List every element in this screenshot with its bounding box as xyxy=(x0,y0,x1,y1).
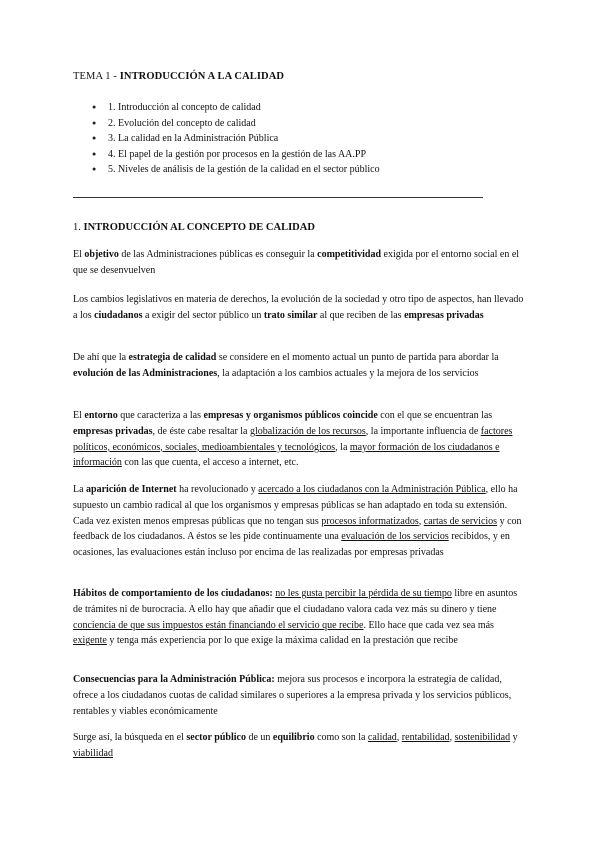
paragraph-cambios: Los cambios legislativos en materia de derechos, la evolución de la sociedad y otro tipo de aspectos, han llevado a los ciudadanos a exigir del sector público un trato similar al que reciben de las empresas privadas xyxy=(73,294,524,321)
toc-item: ● 4. El papel de la gestión por procesos en la gestión de las AA.PP xyxy=(92,147,380,163)
toc-item: ● 2. Evolución del concepto de calidad xyxy=(92,116,380,132)
section-heading xyxy=(73,221,315,235)
section-title: INTRODUCCIÓN AL CONCEPTO DE CALIDAD xyxy=(83,222,315,233)
divider-line xyxy=(73,197,483,198)
toc-item: ● 5. Niveles de análisis de la gestión de la calidad en el sector público xyxy=(92,162,380,178)
paragraph-entorno: El entorno que caracteriza a las empresas y organismos públicos coincide con el que se encuentran las empresas privadas, de éste cabe resaltar la globalización de los recursos, la importante influencia de factores políticos, económicos, sociales, medioambientales y tecnológicos, la mayor formación de los ciudadanos e información con las que cuenta, el acceso a internet, etc. xyxy=(73,410,513,469)
title-prefix: TEMA 1 - xyxy=(73,71,120,82)
toc-item: ● 1. Introducción al concepto de calidad xyxy=(92,100,380,116)
paragraph-estrategia: De ahí que la estrategia de calidad se considere en el momento actual un punto de partida para abordar la evolución de las Administraciones, la adaptación a los cambios actuales y la mejora de los servicios xyxy=(73,352,499,379)
toc-item: ● 3. La calidad en la Administración Pública xyxy=(92,131,380,147)
paragraph-consecuencias: Consecuencias para la Administración Pública: mejora sus procesos e incorpora la estrategia de calidad, ofrece a los ciudadanos cuotas de calidad similares o superiores a la empresa privada y los servicios públicos, rentables y viables económicamente xyxy=(73,674,512,717)
document-title xyxy=(73,70,284,84)
table-of-contents xyxy=(92,100,380,178)
paragraph-equilibrio: Surge así, la búsqueda en el sector público de un equilibrio como son la calidad, rentabilidad, sostenibilidad y viabilidad xyxy=(73,732,518,759)
paragraph-objetivo: El objetivo de las Administraciones públicas es conseguir la competitividad exigida por el entorno social en el que se desenvuelven xyxy=(73,249,520,276)
title-main: INTRODUCCIÓN A LA CALIDAD xyxy=(119,71,285,82)
paragraph-internet: La aparición de Internet ha revolucionado y acercado a los ciudadanos con la Administración Pública, ello ha supuesto un cambio radical al que los organismos y empresas públicas se han adaptado en toda su extensión. Cada vez existen menos empresas públicas que no tengan sus procesos informatizados, cartas de servicios y con feedback de los ciudadanos. A éstos se les pide continuamente una evaluación de los servicios recibidos, y en ocasiones, las evaluaciones están incluso por encima de las realizadas por empresas privadas xyxy=(73,484,522,559)
paragraph-habitos: Hábitos de comportamiento de los ciudadanos: no les gusta percibir la pérdida de su tiempo libre en asuntos de trámites ni de burocracia. A ello hay que añadir que el ciudadano valora cada vez más su dinero y tiene conciencia de que sus impuestos están financiando el servicio que recibe. Ello hace que cada vez sea más exigente y tenga más experiencia por lo que exige la máxima calidad en la prestación que recibe xyxy=(73,588,518,647)
section-number: 1. xyxy=(73,222,84,233)
